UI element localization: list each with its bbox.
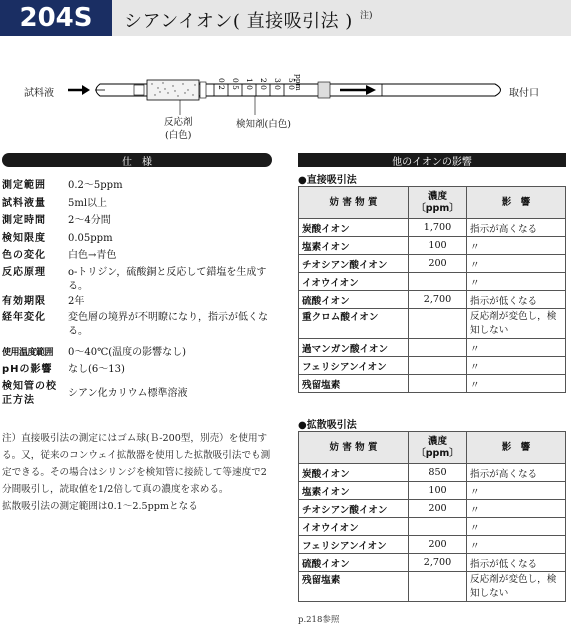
- diffusion-interference-table: [298, 431, 566, 602]
- col-substance: 妨 害 物 質: [299, 187, 409, 219]
- outlet-label: 取付口: [509, 88, 539, 99]
- col-concentration: 濃度 〔ppm〕: [409, 432, 467, 464]
- product-code: 204S: [0, 0, 112, 36]
- scale-3-0: 3.0: [273, 78, 282, 90]
- scale-0-2: 0.2: [217, 78, 226, 90]
- scale-5-0: 5.0: [287, 78, 296, 90]
- direct-interference-table: [298, 186, 566, 393]
- table-row: チオシアン酸イオン 200 〃: [299, 255, 566, 273]
- table-row: 炭酸イオン 850 指示が高くなる: [299, 464, 566, 482]
- scale-2-0: 2.0: [259, 78, 268, 90]
- table-row: 塩素イオン 100 〃: [299, 482, 566, 500]
- table-row: チオシアン酸イオン 200 〃: [299, 500, 566, 518]
- detection-agent-label: 検知剤(白色): [236, 119, 291, 130]
- table-row: 残留塩素 〃: [299, 375, 566, 393]
- table-row: フェリシアンイオン 〃: [299, 357, 566, 375]
- scale-unit: ppm: [294, 74, 303, 91]
- interference-section-header: 他のイオンの影響: [298, 153, 566, 167]
- col-concentration: 濃度 〔ppm〕: [409, 187, 467, 219]
- detector-tube-diagram: [0, 60, 571, 116]
- diffusion-method-label: ●拡散吸引法: [298, 420, 357, 431]
- table-row: 硫酸イオン 2,700 指示が低くなる: [299, 291, 566, 309]
- col-effect: 影 響: [467, 187, 566, 219]
- direct-method-label: ●直接吸引法: [298, 175, 357, 186]
- reagent-label: 反応剤 (白色): [164, 117, 193, 141]
- sample-label: 試料液: [24, 88, 54, 99]
- inflow-arrow-icon: [68, 85, 90, 95]
- table-row: 残留塩素 反応剤が変色し，検知しない: [299, 572, 566, 602]
- page-title: シアンイオン( 直接吸引法 ): [124, 11, 353, 32]
- note-text: 注）直接吸引法の測定にはゴム球(Ｂ-200型，別売）を使用する。又，従来のコンウェイ拡散器を使用した拡散吸引法でも測定できる。その場合はシリンジを検知管に接続して等速度で2分間吸引し，読取値を1/2倍して真の濃度を求める。 拡散吸引法の測定範囲は0.1～2.5ppmとなる: [2, 433, 271, 512]
- spec-section-header: 仕 様: [2, 153, 272, 167]
- page-reference: p.218参照: [298, 615, 340, 625]
- col-substance: 妨 害 物 質: [299, 432, 409, 464]
- title-note-mark: 注): [360, 11, 373, 21]
- table-row: 硫酸イオン 2,700 指示が低くなる: [299, 554, 566, 572]
- reagent-layer: [147, 80, 199, 100]
- scale-1-0: 1.0: [245, 78, 254, 90]
- table-row: イオウイオン 〃: [299, 273, 566, 291]
- scale-0-5: 0.5: [231, 78, 240, 90]
- table-row: イオウイオン 〃: [299, 518, 566, 536]
- table-row: 過マンガン酸イオン 〃: [299, 339, 566, 357]
- col-effect: 影 響: [467, 432, 566, 464]
- table-row: 重クロム酸イオン 反応剤が変色し，検知しない: [299, 309, 566, 339]
- table-row: フェリシアンイオン 200 〃: [299, 536, 566, 554]
- table-row: 炭酸イオン 1,700 指示が高くなる: [299, 219, 566, 237]
- table-row: 塩素イオン 100 〃: [299, 237, 566, 255]
